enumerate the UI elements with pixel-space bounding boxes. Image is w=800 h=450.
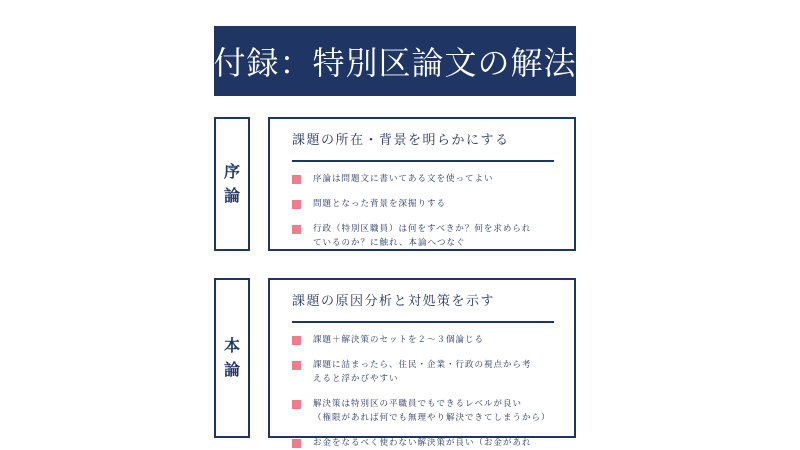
bullet-marker-icon [292, 175, 301, 184]
section-label-char: 序 [223, 162, 240, 181]
section-label-char: 本 [223, 336, 240, 355]
list-item [292, 436, 556, 450]
bullet-text: お金をなるべく使わない解決策が良い（お金があれ [313, 438, 532, 448]
bullet-text: 序論は問題文に書いてある文を使ってよい [313, 174, 494, 184]
section-label-char: 論 [223, 360, 240, 379]
title-banner [214, 26, 576, 96]
page-title: 付録：特別区論文の解法 [213, 44, 577, 82]
bullet-list [292, 172, 556, 250]
list-item [292, 172, 556, 186]
bullet-text: 行政（特別区職員）は何をすべきか？何を求められ ているのか？に触れ、本論へつなぐ [313, 224, 532, 248]
section-content-body [268, 278, 576, 448]
list-item [292, 358, 556, 386]
bullet-marker-icon [292, 225, 301, 234]
list-item [292, 222, 556, 250]
section-label-char: 論 [223, 186, 240, 205]
section-content-intro [268, 117, 576, 251]
section-label-box-intro [214, 117, 250, 251]
bullet-marker-icon [292, 439, 301, 448]
bullet-marker-icon [292, 400, 301, 409]
bullet-list [292, 333, 556, 450]
section-label-box-body [214, 278, 250, 438]
section-heading: 課題の所在・背景を明らかにする [292, 129, 554, 162]
bullet-text: 問題となった背景を深掘りする [313, 199, 447, 209]
bullet-marker-icon [292, 336, 301, 345]
bullet-text: 課題に詰まったら、住民・企業・行政の視点から考 えると浮かびやすい [313, 360, 532, 384]
bullet-text: 解決策は特別区の平職員でもできるレベルが良い （権限があれば何でも無理やり解決できてしまうから） [313, 399, 551, 423]
list-item [292, 197, 556, 211]
section-heading: 課題の原因分析と対処策を示す [292, 290, 554, 323]
bullet-marker-icon [292, 200, 301, 209]
bullet-marker-icon [292, 361, 301, 370]
list-item [292, 397, 556, 425]
list-item [292, 333, 556, 347]
bullet-text: 課題＋解決策のセットを２〜３個論じる [313, 335, 485, 345]
